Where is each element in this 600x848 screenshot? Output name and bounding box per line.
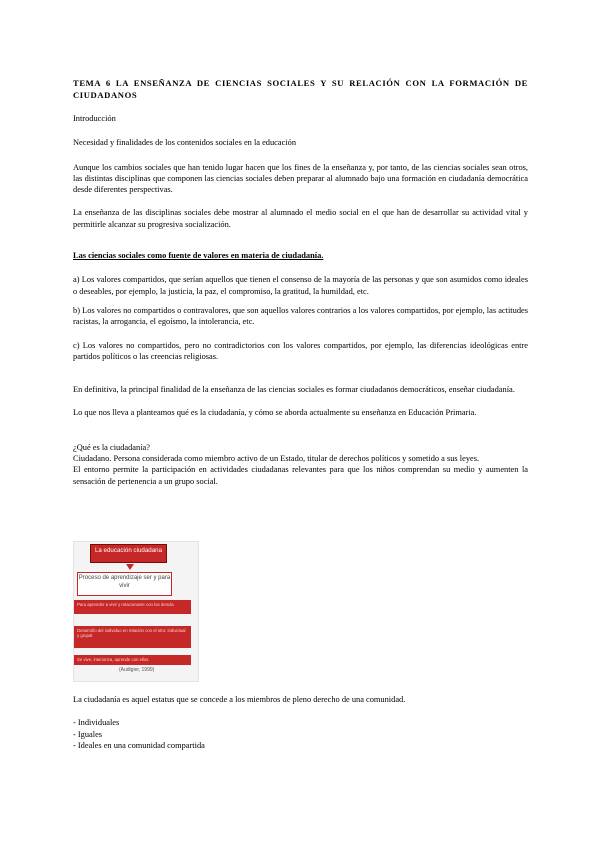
down-arrow-icon xyxy=(126,564,134,570)
figure-header: La educación ciudadana xyxy=(90,544,167,563)
citizen-definition: Ciudadano. Persona considerada como miembro activo de un Estado, titular de derechos políticos y sometido a sus leyes. xyxy=(73,454,480,464)
paragraph-5: El entorno permite la participación en actividades ciudadanas relevantes para que los niños comprendan su medio y aumenten la sensación de pertenencia a un grupo social. xyxy=(73,465,528,486)
paragraph-4: Lo que nos lleva a planteamos qué es la ciudadanía, y cómo se aborda actualmente su enseñanza en Educación Primaria. xyxy=(73,408,477,418)
section-heading-2: Las ciencias sociales como fuente de valores en materia de ciudadanía. xyxy=(73,251,324,261)
paragraph-1: Aunque los cambios sociales que han tenido lugar hacen que los fines de la enseñanza y, por tanto, de las ciencias sociales sean otros, las distintas disciplinas que componen las ciencias sociales deben preparar al alumnado bajo una formación en ciudadanía democrática desde diferentes perspectivas. xyxy=(73,162,528,195)
intro-heading: Introducción xyxy=(73,114,116,123)
document-title: TEMA 6 LA ENSEÑANZA DE CIENCIAS SOCIALES Y SU RELACIÓN CON LA FORMACIÓN DE CIUDADANOS xyxy=(73,78,528,100)
figure-band-3: Se vive, interioriza, aprende con ellos xyxy=(74,655,191,665)
list-item: - Iguales xyxy=(73,729,103,739)
section-heading-1: Necesidad y finalidades de los contenidos sociales en la educación xyxy=(73,138,297,148)
values-item-c: c) Los valores no compartidos, pero no contradictorios con los valores compartidos, por ejemplo, las diferencias ideológicas entre partidos políticos o las creencias religiosas. xyxy=(73,340,528,361)
paragraph-2: La enseñanza de las disciplinas sociales debe mostrar al alumnado el medio social en el que han de desarrollar su actividad vital y permitirle alcanzar su progresiva socialización. xyxy=(73,208,528,229)
figure-process-box: Proceso de aprendizaje ser y para vivir xyxy=(77,572,172,596)
figure-band-1: Para aprender a vivir y relacionarse con los demás xyxy=(74,600,191,614)
figure-citation: (Audigier, 1999) xyxy=(119,667,155,673)
citizenship-education-figure xyxy=(73,541,199,682)
question-heading: ¿Qué es la ciudadanía? xyxy=(73,442,150,452)
closing-section xyxy=(73,694,528,751)
figure-band-2: Desarrollo del individuo en relación con el otro: individual y grupal xyxy=(74,626,191,648)
values-item-a: a) Los valores compartidos, que serían aquellos que tienen el consenso de la mayoría de las personas y que son asumidos como ideales o deseables, por ejemplo, la justicia, la paz, el compromiso, la gratitud, la humildad, etc. xyxy=(73,275,528,296)
values-item-b: b) Los valores no compartidos o contravalores, que son aquellos valores contrarios a los valores compartidos, por ejemplo, las actitudes racistas, la arrogancia, el egoísmo, la intolerancia, etc. xyxy=(73,305,528,327)
list-item: - Individuales xyxy=(73,718,120,728)
document-body xyxy=(73,78,528,487)
list-item: - Ideales en una comunidad compartida xyxy=(73,740,205,750)
paragraph-3: En definitiva, la principal finalidad de la enseñanza de las ciencias sociales es formar ciudadanos democráticos, enseñar ciudadanía. xyxy=(73,385,515,395)
paragraph-6: La ciudadanía es aquel estatus que se concede a los miembros de pleno derecho de una comunidad. xyxy=(73,695,406,704)
